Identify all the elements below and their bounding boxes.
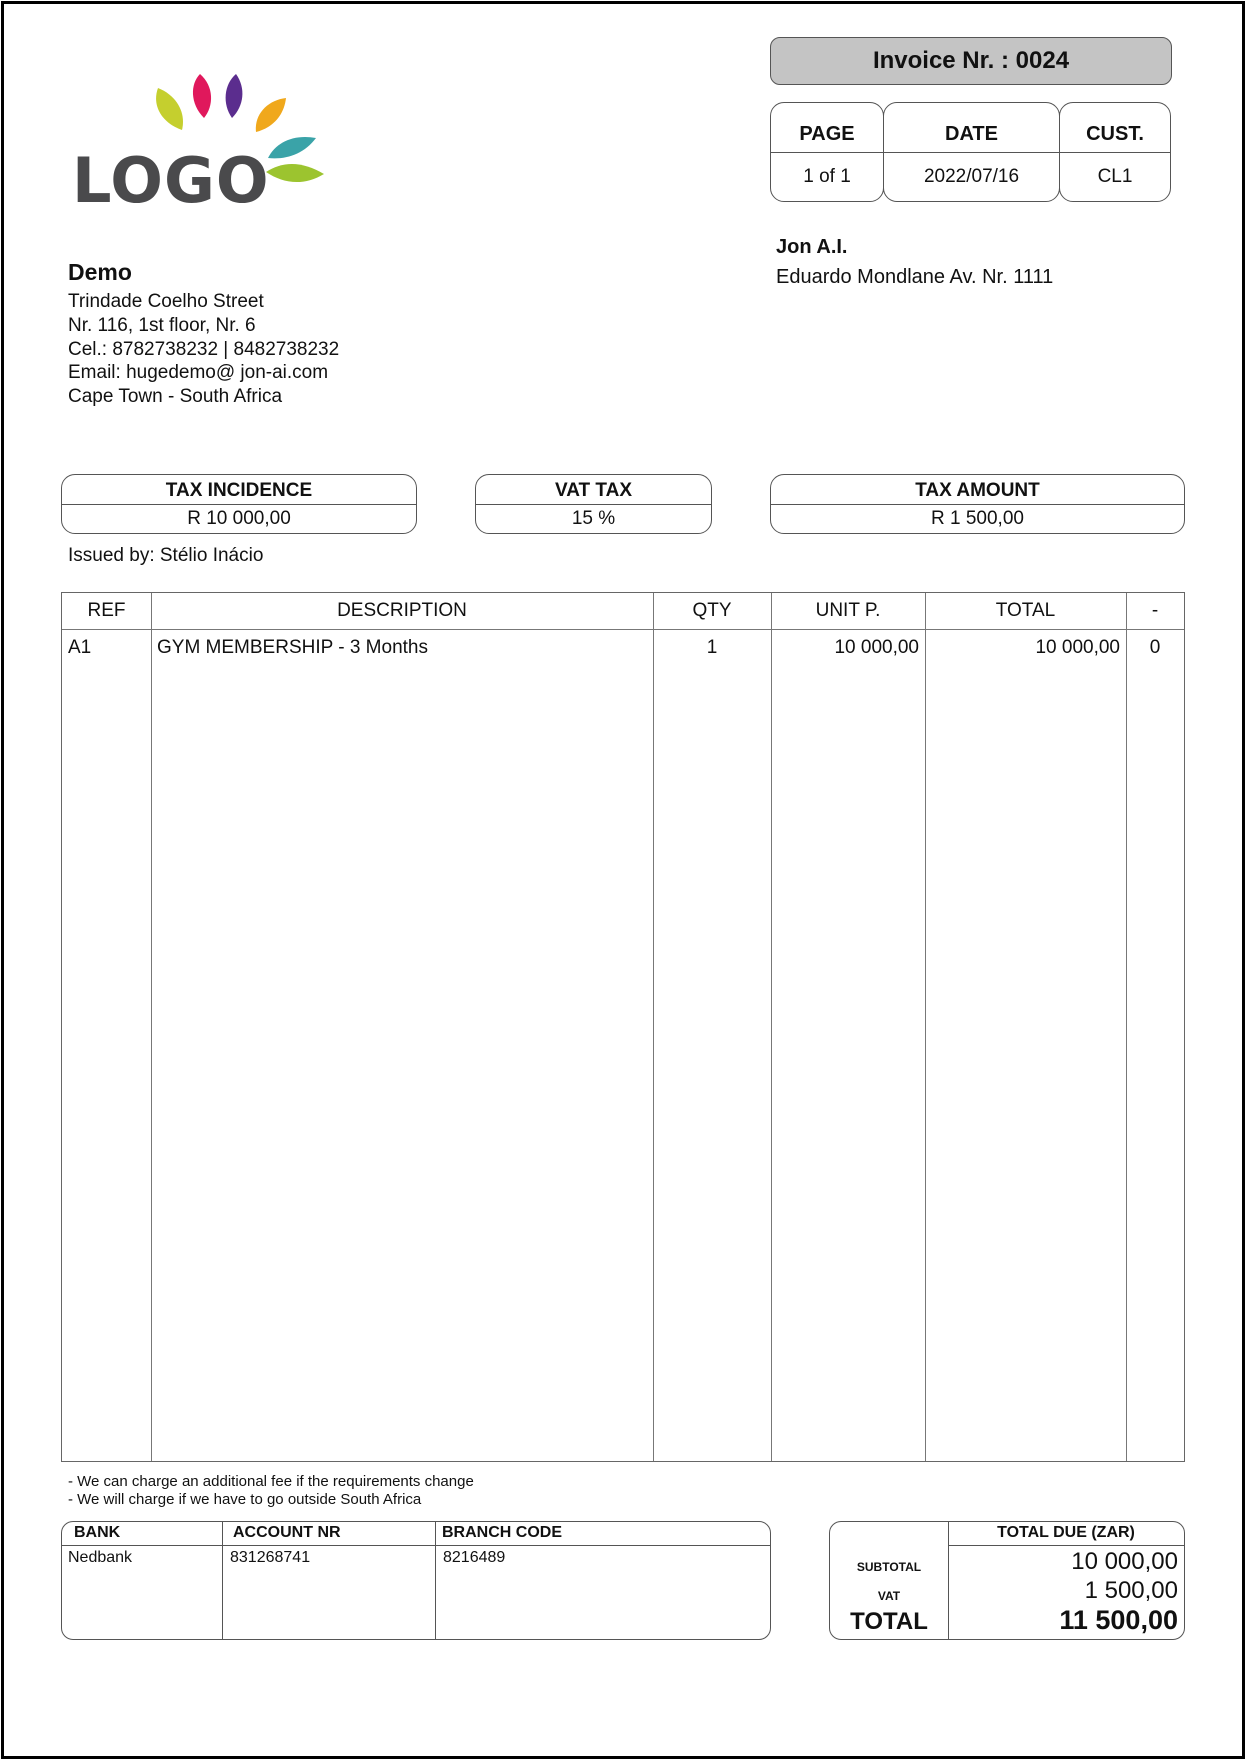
total-due-header: TOTAL DUE (ZAR) [997,1524,1135,1541]
bank-name: Nedbank [68,1549,133,1566]
tax-amount-box [770,474,1185,534]
account-number: 831268741 [230,1549,311,1566]
customer-code-label: CUST. [1060,103,1170,153]
subtotal-label: SUBTOTAL [856,1560,922,1574]
tax-incidence-label: TAX INCIDENCE [62,475,416,505]
account-number-label: ACCOUNT NR [233,1524,341,1541]
company-name: Demo [68,259,132,285]
row-description: GYM MEMBERSHIP - 3 Months [157,637,428,658]
vat-tax-label: VAT TAX [476,475,711,505]
tax-incidence-value: R 10 000,00 [187,508,291,529]
company-address-line: Trindade Coelho Street [68,291,264,312]
bank-label: BANK [74,1524,121,1541]
customer-address: Eduardo Mondlane Av. Nr. 1111 [776,266,1054,288]
subtotal-value: 10 000,00 [1071,1548,1178,1575]
customer-name: Jon A.I. [776,236,848,258]
invoice-number-title: Invoice Nr. : 0024 [770,37,1172,85]
column-header-description: DESCRIPTION [337,600,467,621]
row-unit-price: 10 000,00 [834,637,919,658]
total-label: TOTAL [850,1608,928,1635]
column-header-unit-price: UNIT P. [815,600,881,621]
company-logo [72,74,342,217]
tax-amount-value: R 1 500,00 [931,508,1024,529]
logo-text: LOGO [72,144,270,217]
branch-code: 8216489 [443,1549,506,1566]
company-phone: Cel.: 8782738232 | 8482738232 [68,339,340,360]
page-label: PAGE [771,103,883,153]
tax-incidence-box [61,474,417,534]
company-email: Email: hugedemo@ jon-ai.com [68,362,329,383]
row-total: 10 000,00 [1035,637,1120,658]
row-qty: 1 [706,637,718,658]
date-box [883,102,1060,202]
customer-code-value: CL1 [1097,166,1133,187]
page-value: 1 of 1 [803,166,851,187]
vat-tax-box [475,474,712,534]
bank-details-box [61,1521,771,1640]
row-ref: A1 [68,637,92,658]
column-header-extra: - [1151,600,1159,621]
customer-code-box [1059,102,1171,202]
date-label: DATE [884,103,1059,153]
items-table [61,592,1185,1462]
vat-tax-value: 15 % [571,508,616,529]
branch-code-label: BRANCH CODE [442,1524,562,1541]
note-line: - We can charge an additional fee if the requirements change [68,1473,474,1490]
note-line: - We will charge if we have to go outside South Africa [68,1491,422,1508]
totals-box [829,1521,1185,1640]
company-address-line: Nr. 116, 1st floor, Nr. 6 [68,315,256,336]
column-header-total: TOTAL [995,600,1056,621]
tax-amount-label: TAX AMOUNT [771,475,1184,505]
company-location: Cape Town - South Africa [68,386,283,407]
vat-value: 1 500,00 [1084,1577,1178,1604]
row-extra: 0 [1149,637,1161,658]
column-header-ref: REF [87,600,126,621]
page-box [770,102,884,202]
column-header-qty: QTY [692,600,732,621]
vat-label: VAT [877,1589,901,1603]
issued-by: Issued by: Stélio Inácio [68,545,264,566]
total-value: 11 500,00 [1059,1605,1178,1635]
date-value: 2022/07/16 [923,166,1020,187]
